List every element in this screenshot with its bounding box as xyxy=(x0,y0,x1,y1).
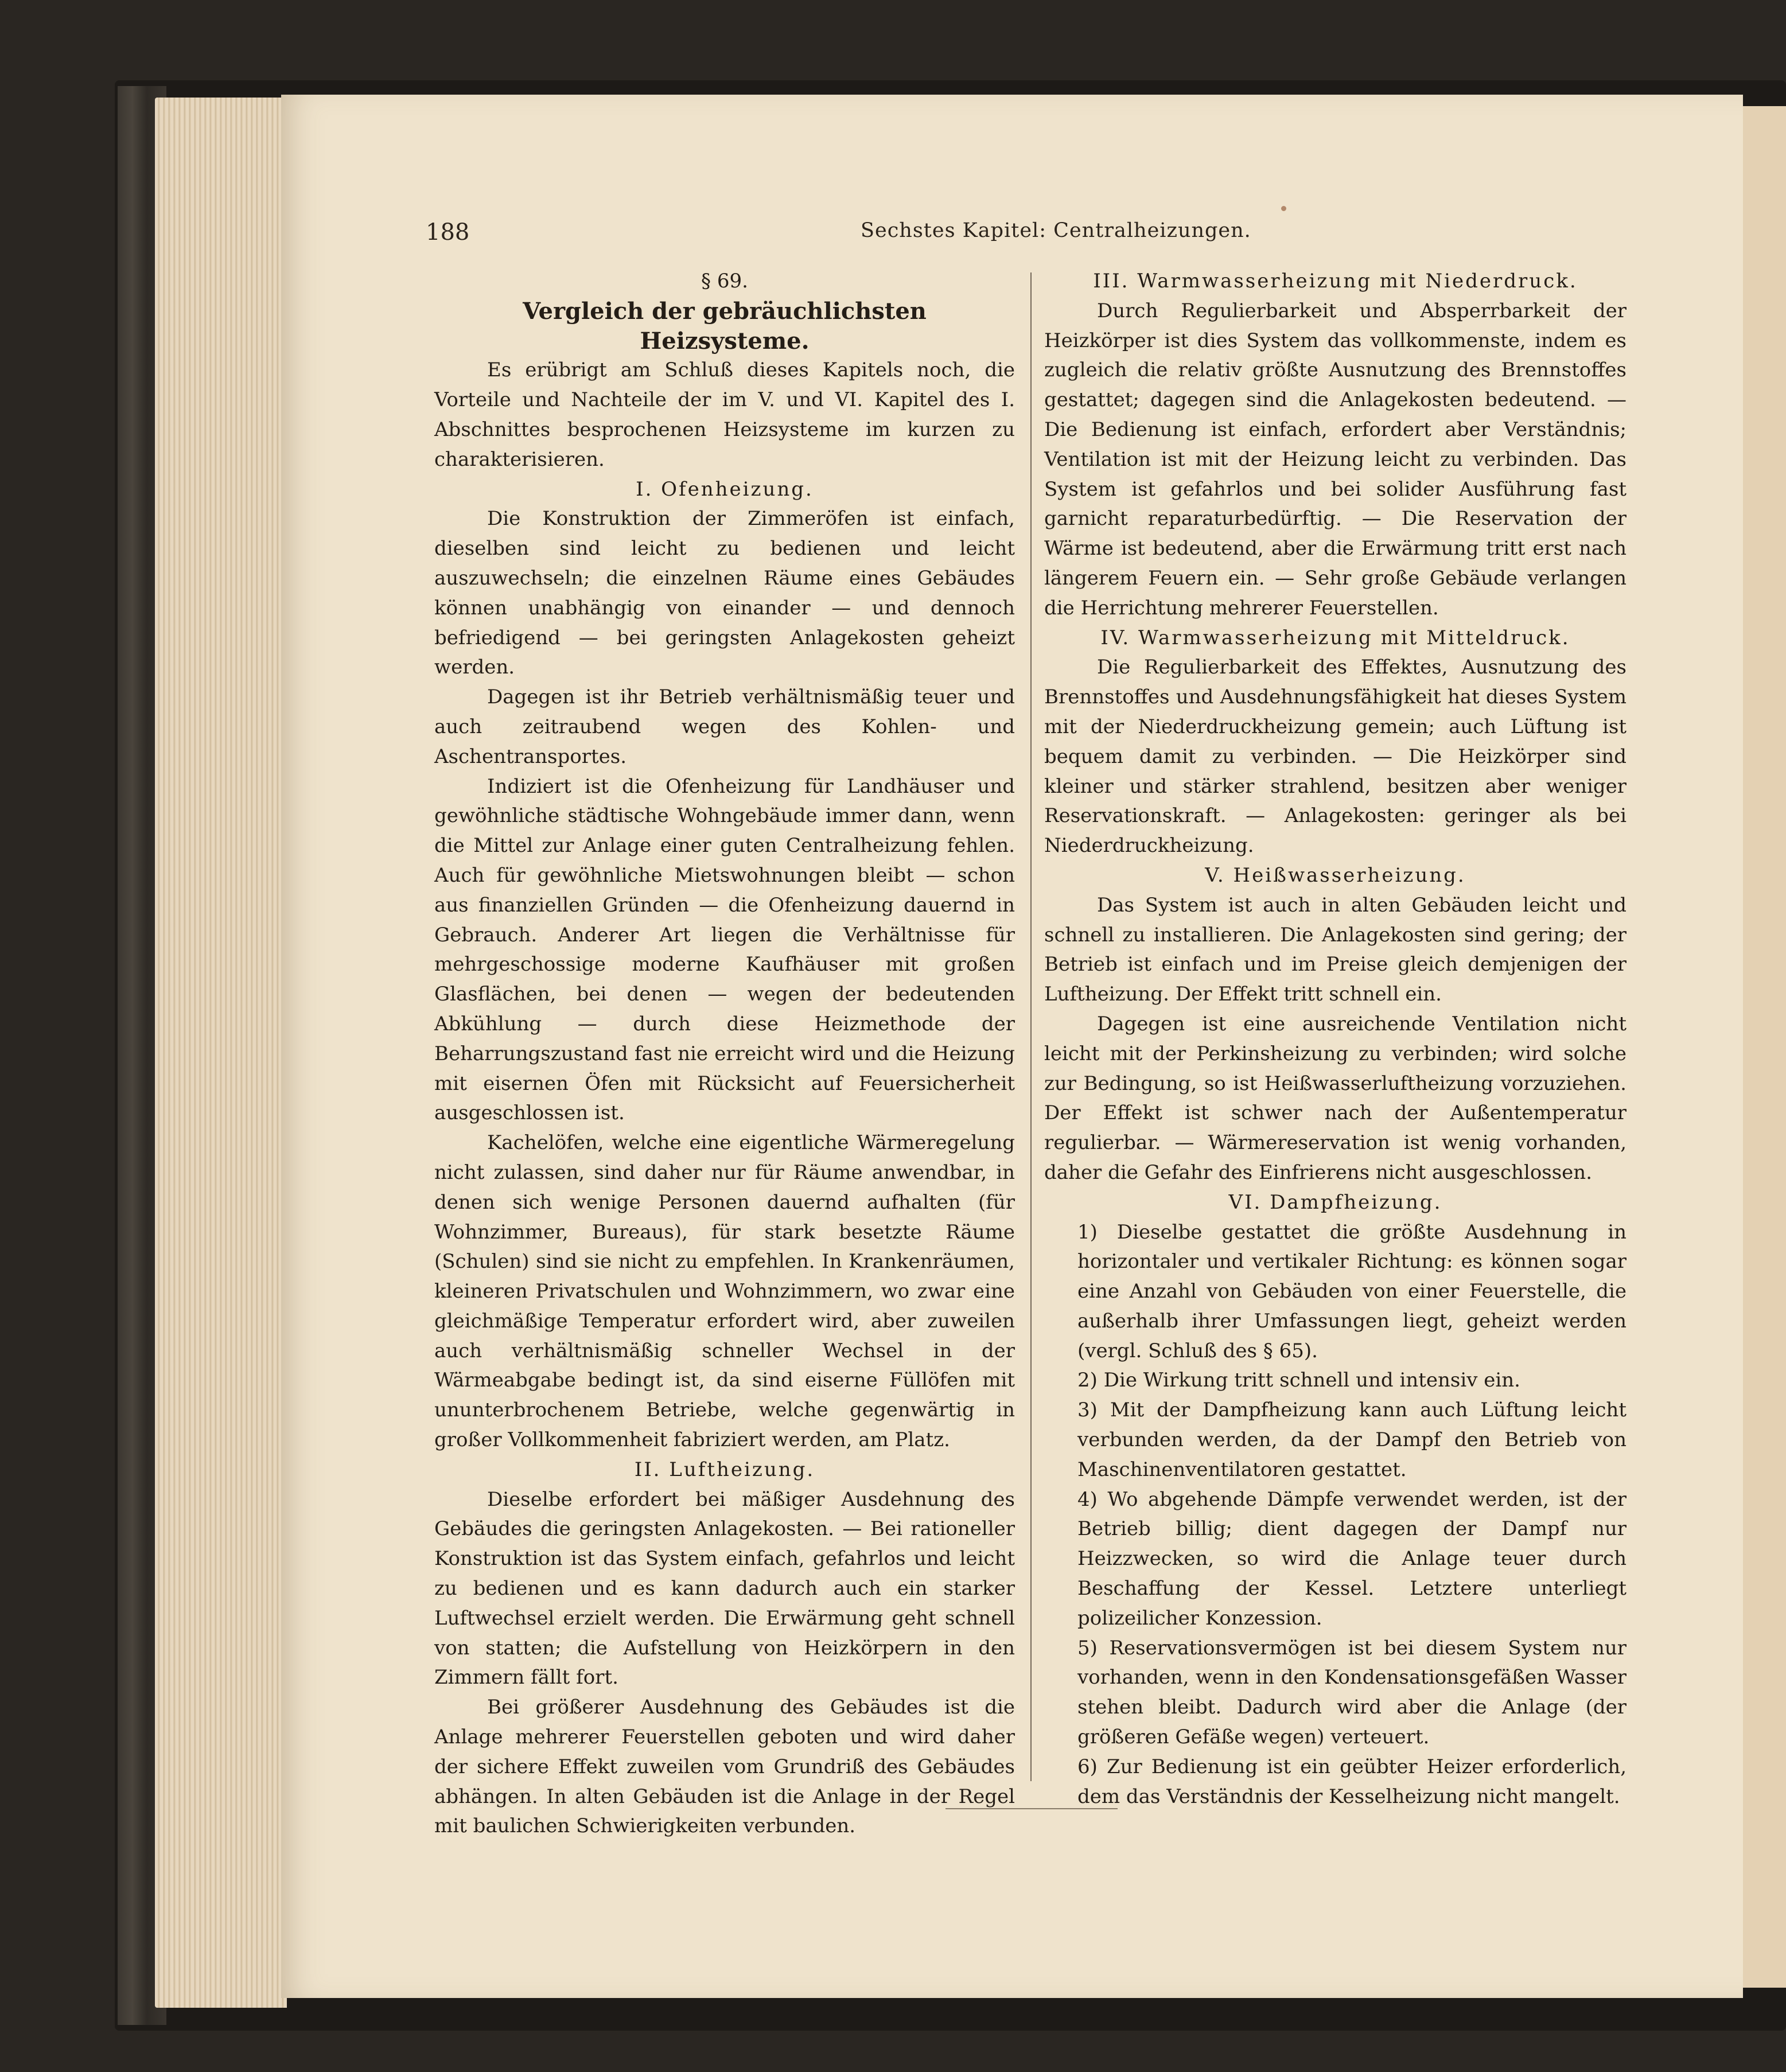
page-number: 188 xyxy=(426,219,470,246)
left-section-0: § 69. xyxy=(701,270,748,293)
right-text-column xyxy=(1044,267,1627,1812)
left-p-2: Es erübrigt am Schluß dieses Kapitels noch, die Vorteile und Nachteile der im V. und VI. Kapitel des I. Abschnittes besprochenen Heizsysteme im kurzen zu charakterisieren. xyxy=(434,359,1015,471)
left-p-10: Bei größerer Ausdehnung des Gebäudes ist die Anlage mehrerer Feuerstellen geboten und wird daher der sichere Effekt zuweilen vom Grundriß des Gebäudes abhängen. In alten Gebäuden ist die Anlage in der Regel mit baulichen Schwierigkeiten verbunden. xyxy=(434,1696,1015,1838)
right-num-11: 4) Wo abgehende Dämpfe verwendet werden, ist der Betrieb billig; dient dagegen der Dampf nur Heizzwecken, so wird die Anlage teuer durch Beschaffung der Kessel. Letztere unterliegt polizeilicher Konzession. xyxy=(1077,1487,1627,1630)
right-p-6: Dagegen ist eine ausreichende Ventilation nicht leicht mit der Perkinsheizung zu verbinden; wird solche zur Bedingung, so ist Heißwasserluftheizung vorzuziehen. Der Effekt ist schwer nach der Außentemperatur regulierbar. — Wärmereservation ist wenig vorhanden, daher die Gefahr des Einfrierens nicht ausgeschlossen. xyxy=(1044,1012,1627,1184)
left-p-5: Dagegen ist ihr Betrieb verhältnismäßig teuer und auch zeitraubend wegen des Kohlen- und Aschentransportes. xyxy=(434,686,1015,768)
page-edges xyxy=(155,98,287,2008)
right-p-1: Durch Regulierbarkeit und Absperrbarkeit der Heizkörper ist dies System das vollkommenste, indem es zugleich die relativ größte Ausnutzung des Brennstoffes gestattet; dagegen sind die Anlagekosten bedeutend. — Die Bedienung ist einfach, erfordert aber Verständnis; Ventilation ist mit der Heizung leicht zu verbinden. Das System ist gefahrlos und bei solider Ausführung fast garnicht reparaturbedürftig. — Die Reservation der Wärme ist bedeutend, aber die Erwärmung tritt erst nach längerem Feuern ein. — Sehr große Gebäude verlangen die Herrichtung mehrerer Feuerstellen. xyxy=(1044,299,1627,620)
paper-spot xyxy=(1281,206,1286,211)
running-title: Sechstes Kapitel: Centralheizungen. xyxy=(861,219,1251,242)
right-h-2: IV. Warmwasserheizung mit Mitteldruck. xyxy=(1100,626,1570,649)
right-num-12: 5) Reservationsvermögen ist bei diesem System nur vorhanden, wenn in den Kondensationsgefäßen Wasser stehen bleibt. Dadurch wird aber die Anlage (der größeren Gefäße wegen) verteuert. xyxy=(1077,1636,1627,1749)
right-p-5: Das System ist auch in alten Gebäuden leicht und schnell zu installieren. Die Anlagekosten sind gering; der Betrieb ist einfach und im Preise gleich demjenigen der Luftheizung. Der Effekt tritt schnell ein. xyxy=(1044,893,1627,1006)
right-num-10: 3) Mit der Dampfheizung kann auch Lüftung leicht verbunden werden, da der Dampf den Betrieb von Maschinenventilatoren gestattet. xyxy=(1077,1399,1627,1481)
end-rule xyxy=(945,1808,1118,1809)
left-text-column xyxy=(434,267,1015,1841)
right-num-9: 2) Die Wirkung tritt schnell und intensiv ein. xyxy=(1077,1369,1520,1392)
left-p-6: Indiziert ist die Ofenheizung für Landhäuser und gewöhnliche städtische Wohngebäude immer dann, wenn die Mittel zur Anlage einer guten Centralheizung fehlen. Auch für gewöhnliche Mietswohnungen bleibt — schon aus finanziellen Gründen — die Ofenheizung dauernd in Gebrauch. Anderer Art liegen die Verhältnisse für mehrgeschossige moderne Kaufhäuser mit großen Glasflächen, bei denen — wegen der bedeutenden Abkühlung — durch diese Heizmethode der Beharrungszustand fast nie erreicht wird und die Heizung mit eisernen Öfen mit Rücksicht auf Feuersicherheit ausgeschlossen ist. xyxy=(434,774,1015,1125)
left-p-7: Kachelöfen, welche eine eigentliche Wärmeregelung nicht zulassen, sind daher nur für Räume anwendbar, in denen sich wenige Personen dauernd aufhalten (für Wohnzimmer, Bureaus), für stark besetzte Räume (Schulen) sind sie nicht zu empfehlen. In Krankenräumen, kleineren Privatschulen und Wohnzimmern, wo zwar eine gleichmäßige Temperatur erfordert wird, aber zuweilen auch verhältnismäßig schneller Wechsel in der Wärmeabgabe bedingt ist, da sind eiserne Füllöfen mit ununterbrochenem Betriebe, welche gegenwärtig in großer Vollkommenheit fabriziert werden, am Platz. xyxy=(434,1131,1015,1452)
left-h-3: I. Ofenheizung. xyxy=(636,477,814,501)
left-p-9: Dieselbe erfordert bei mäßiger Ausdehnung des Gebäudes die geringsten Anlagekosten. — Bei rationeller Konstruktion ist das System einfach, gefahrlos und leicht zu bedienen und es kann dadurch auch ein starker Luftwechsel erzielt werden. Die Erwärmung geht schnell von statten; die Aufstellung von Heizkörpern in den Zimmern fällt fort. xyxy=(434,1487,1015,1689)
right-num-8: 1) Dieselbe gestattet die größte Ausdehnung in horizontaler und vertikaler Richtung: es können sogar eine Anzahl von Gebäuden von einer Feuerstelle, die außerhalb ihrer Umfassungen liegt, geheizt werden (vergl. Schluß des § 65). xyxy=(1077,1220,1627,1362)
right-p-3: Die Regulierbarkeit des Effektes, Ausnutzung des Brennstoffes und Ausdehnungsfähigkeit hat dieses System mit der Niederdruckheizung gemein; auch Lüftung ist bequem damit zu verbinden. — Die Heizkörper sind kleiner und stärker strahlend, besitzen aber weniger Reservationskraft. — Anlagekosten: geringer als bei Niederdruckheizung. xyxy=(1044,656,1627,858)
right-num-13: 6) Zur Bedienung ist ein geübter Heizer erforderlich, dem das Verständnis der Kesselheizung nicht mangelt. xyxy=(1077,1755,1627,1808)
left-h-8: II. Luftheizung. xyxy=(634,1458,815,1481)
facing-page-edge xyxy=(1743,106,1786,1988)
left-title-1: Vergleich der gebräuchlichsten Heizsysteme. xyxy=(523,297,927,355)
right-h-0: III. Warmwasserheizung mit Niederdruck. xyxy=(1093,270,1578,293)
right-h-4: V. Heißwasserheizung. xyxy=(1205,863,1466,887)
right-h-7: VI. Dampfheizung. xyxy=(1228,1190,1442,1214)
left-p-4: Die Konstruktion der Zimmeröfen ist einfach, dieselben sind leicht zu bedienen und leicht auszuwechseln; die einzelnen Räume eines Gebäudes können unabhängig von einander — und dennoch befriedigend — bei geringsten Anlagekosten geheizt werden. xyxy=(434,507,1015,679)
column-divider xyxy=(1030,272,1032,1781)
